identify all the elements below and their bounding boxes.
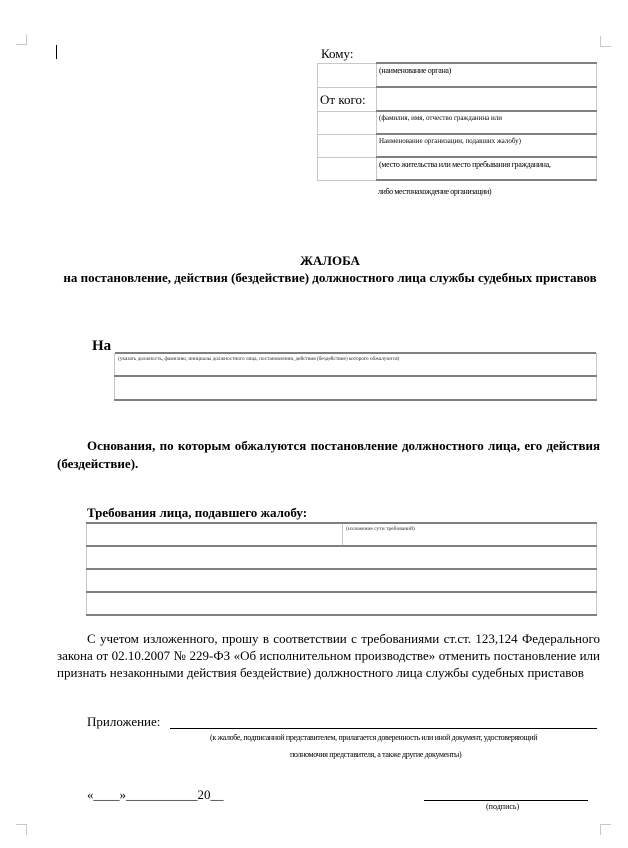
from-label-cell: [318, 87, 377, 111]
attachment-note-line1: (к жалобе, подписанной представителем, прилагается доверенность или иной документ, удостоверяющий: [210, 733, 538, 742]
addressee-table: [317, 62, 597, 181]
official-field[interactable]: [115, 353, 597, 376]
crop-mark-top-right: [600, 36, 611, 47]
grounds-heading: Основания, по которым обжалуются постановление должностного лица, его действия (бездействие).: [57, 438, 600, 471]
official-field-extra[interactable]: [115, 376, 597, 400]
addressee-label-cell: [318, 134, 377, 157]
na-label: На: [92, 338, 112, 354]
sender-name-field[interactable]: [377, 111, 597, 134]
request-paragraph: С учетом изложенного, прошу в соответствии с требованиями ст.ст. 123,124 Федерального закона от 02.10.2007 № 229-ФЗ «Об исполнительном производстве» отменить постановление или признать незаконными действия бездействие) должностного лица службы судебных приставов: [57, 631, 600, 680]
addressee-label-cell: [318, 63, 377, 87]
recipient-field[interactable]: [377, 63, 597, 87]
demand-field[interactable]: [87, 546, 597, 569]
addressee-label-cell: [318, 157, 377, 180]
text-cursor: [56, 45, 57, 59]
document-title: [40, 252, 620, 286]
crop-mark-bottom-left: [16, 824, 27, 835]
organization-hint: Наименование организации, подавших жалобу): [379, 137, 521, 145]
attachment-field[interactable]: [170, 728, 597, 729]
demand-field[interactable]: [87, 569, 597, 592]
address-note: либо местонахождение организации): [378, 187, 492, 196]
from-label: От кого:: [320, 91, 366, 107]
demand-field-left[interactable]: [87, 523, 343, 546]
address-field[interactable]: [377, 157, 597, 180]
crop-mark-bottom-right: [600, 824, 611, 835]
signature-label: (подпись): [486, 802, 520, 811]
title-main: ЖАЛОБА: [300, 253, 360, 268]
demands-hint: (изложение сути требований): [346, 526, 415, 532]
sender-name-hint: (фамилия, имя, отчество гражданина или: [379, 114, 503, 122]
to-label: Кому:: [321, 46, 354, 61]
recipient-hint: (наименование органа): [379, 66, 452, 75]
crop-mark-top-left: [16, 34, 27, 45]
sender-field[interactable]: [377, 87, 597, 111]
demand-field-right[interactable]: [343, 523, 597, 546]
signature-field[interactable]: [424, 800, 588, 801]
attachment-note-line2: полномочия представителя, а также другие документы): [290, 750, 462, 759]
official-hint: (указать должность, фамилию, инициалы должностного лица, постановления, действия (бездействие) которого обжалуются): [118, 356, 400, 362]
address-hint: (место жительства или место пребывания гражданина,: [379, 160, 551, 169]
demand-field[interactable]: [87, 592, 597, 615]
title-subtitle: на постановление, действия (бездействие) должностного лица службы судебных приставов: [63, 270, 597, 285]
demands-heading: Требования лица, подавшего жалобу:: [87, 505, 308, 520]
date-field[interactable]: «____»___________20__: [87, 787, 224, 802]
official-table: [114, 353, 597, 401]
attachment-label: Приложение:: [87, 714, 161, 729]
organization-field[interactable]: [377, 134, 597, 157]
demands-table: [86, 522, 597, 616]
addressee-label-cell: [318, 111, 377, 134]
